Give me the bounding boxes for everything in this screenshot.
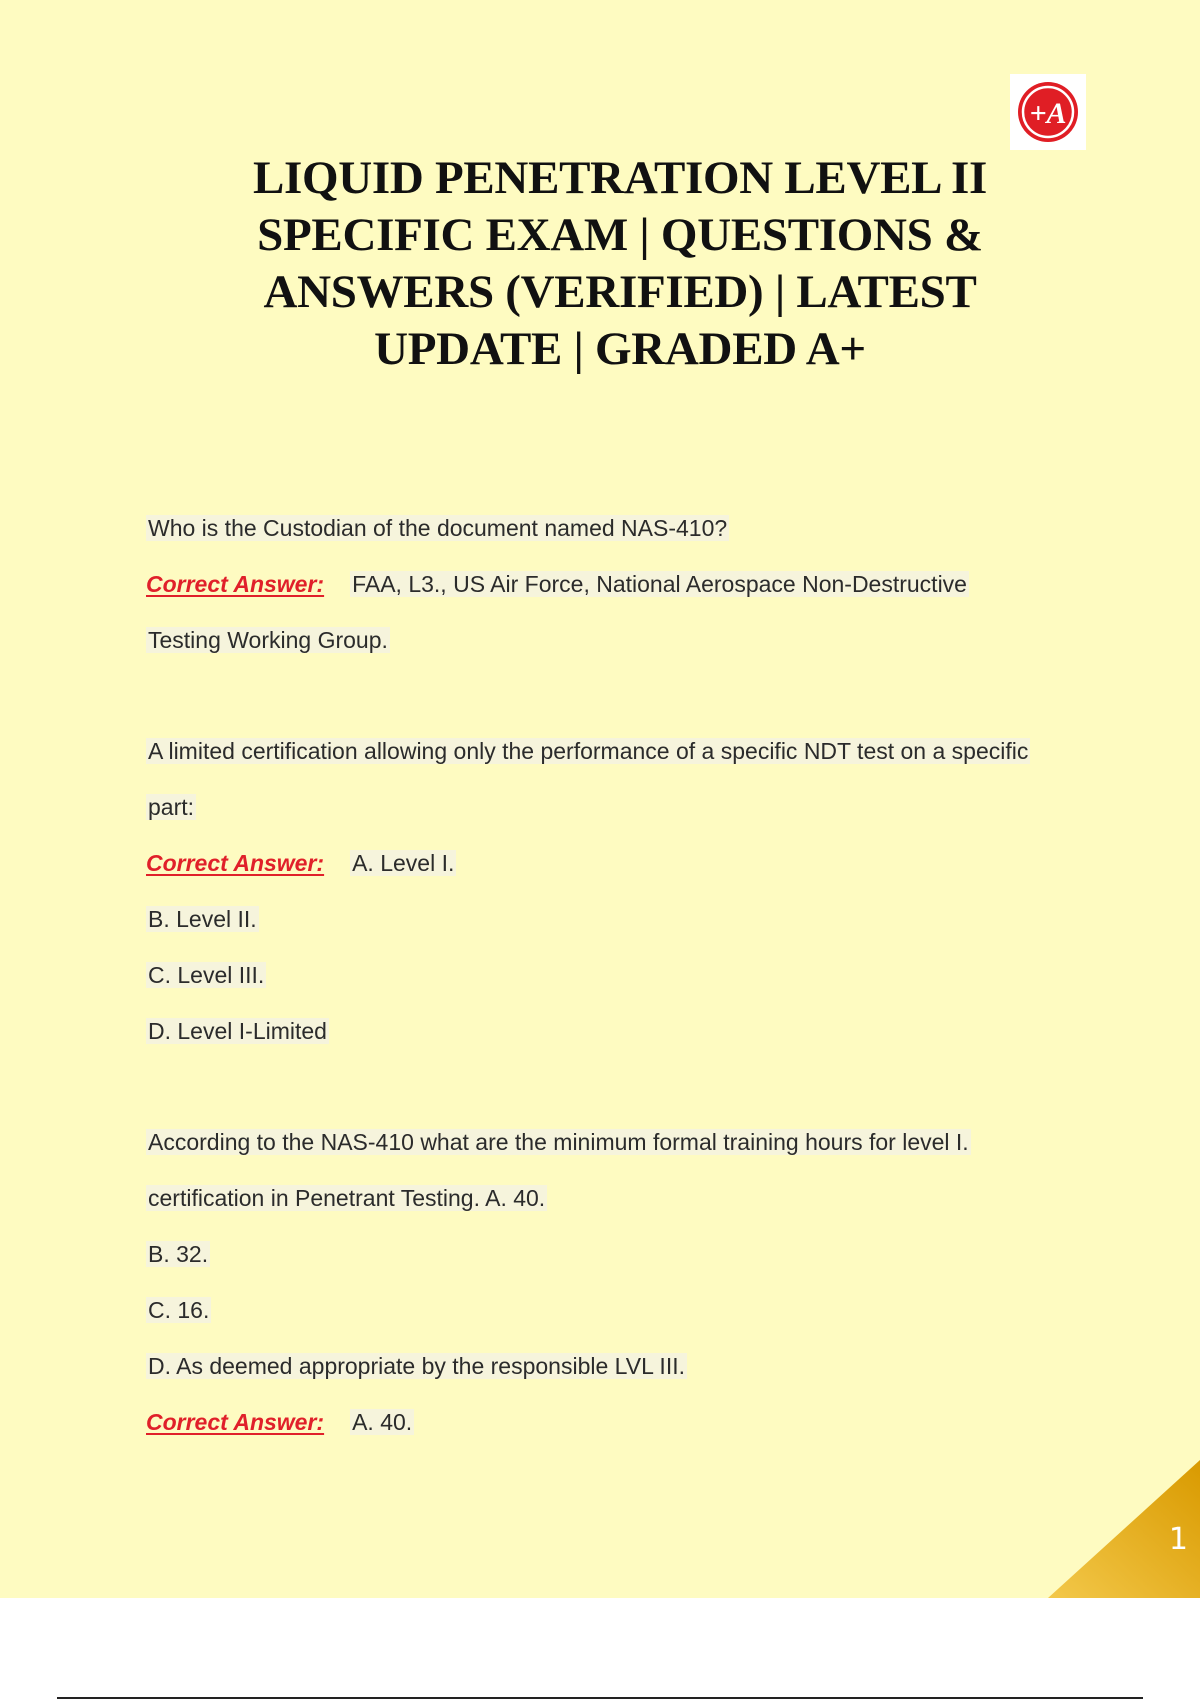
option-d: D. Level I-Limited [148,1018,327,1044]
footer-divider [57,1697,1143,1699]
option-b: B. Level II. [148,906,257,932]
correct-answer-label: Correct Answer: [146,1409,325,1435]
answer-3: Correct Answer: A. 40. [146,1409,413,1435]
grade-a-plus-logo-icon [1010,74,1086,150]
answer-1-cont: Testing Working Group. [148,627,388,653]
answer-1: Correct Answer: FAA, L3., US Air Force, National Aerospace Non-Destructive [146,571,967,597]
document-title: LIQUID PENETRATION LEVEL II SPECIFIC EXAM | QUESTIONS & ANSWERS (VERIFIED) | LATEST UPDATE | GRADED A+ [252,152,988,375]
qa-content [146,510,1086,1460]
question-2-line-1: A limited certification allowing only the performance of a specific NDT test on a specific [148,738,1029,764]
logo-text: +A [1029,97,1067,130]
page-number: 1 [1168,1522,1188,1557]
logo [1010,74,1086,150]
answer-2: Correct Answer: A. Level I. [146,850,455,876]
option-c: C. 16. [148,1297,210,1323]
question-1: Who is the Custodian of the document named NAS-410? [148,515,728,541]
option-c: C. Level III. [148,962,265,988]
correct-answer-label: Correct Answer: [146,571,325,597]
correct-answer-label: Correct Answer: [146,850,325,876]
question-2-line-2: part: [148,794,195,820]
question-3-line-2: certification in Penetrant Testing. A. 40. [148,1185,546,1211]
option-b: B. 32. [148,1241,209,1267]
option-d: D. As deemed appropriate by the responsible LVL III. [148,1353,685,1379]
question-3-line-1: According to the NAS-410 what are the minimum formal training hours for level I. [148,1129,969,1155]
